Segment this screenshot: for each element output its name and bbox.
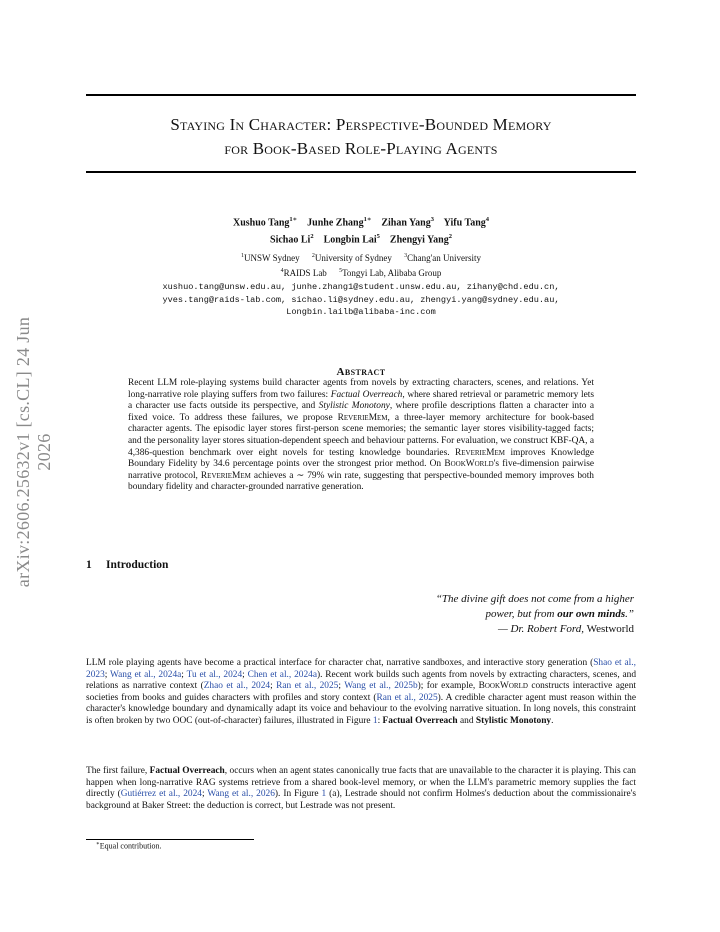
affiliation: Tongyi Lab, Alibaba Group (342, 268, 442, 278)
author-name: Zhengyi Yang (389, 234, 449, 246)
abstract-body: Recent LLM role-playing systems build character agents from novels by extracting characters, scenes, and relations. Yet long-narrative role playing suffers from two failures: Factual Overreach, where shared retrieval or parametric memory lets a character use facts outside its perspective, and Stylistic Monotony, where profile descriptions flatten a character into a fixed voice. To address these failures, we propose ReverieMem, a three-layer memory architecture for book-based character agents. The episodic layer stores first-person scene memories; the semantic layer stores visibility-tagged facts; and the personality layer stores situation-dependent speech and behaviour patterns. For evaluation, we construct KBF-QA, a 4,386-question benchmark over eight novels for testing knowledge boundaries. ReverieMem improves Knowledge Boundary Fidelity by 34.6 percentage points over the strongest prior method. On BookWorld's five-dimension pairwise narrative protocol, ReverieMem achieves a ∼ 79% win rate, suggesting that perspective-bounded memory improves both boundary fidelity and character-grounded narrative generation. (128, 378, 595, 493)
author-name: Sichao Li (270, 234, 311, 246)
footnote: ∗Equal contribution. (96, 841, 162, 851)
protocol-name: BookWorld (444, 459, 494, 470)
email-list (86, 281, 636, 319)
abstract-heading: Abstract (336, 366, 386, 378)
affiliations (86, 250, 636, 280)
system-name: ReverieMem (337, 412, 388, 423)
author-mark: 1∗ (363, 216, 372, 223)
author-mark: 5 (376, 233, 380, 241)
author-name: Longbin Lai (323, 234, 377, 246)
section-title: Introduction (106, 559, 169, 571)
system-name: ReverieMem (200, 470, 251, 481)
citation-link[interactable]: Wang et al., 2026 (207, 789, 275, 800)
arxiv-stamp: arXiv:2606.25632v1 [cs.CL] 24 Jun 2026 (13, 316, 54, 588)
citation-link[interactable]: Chen et al., 2024a (247, 669, 317, 680)
author-list (86, 213, 636, 248)
term-stylistic-monotony: Stylistic Monotony (318, 401, 390, 412)
intro-paragraph-2: The first failure, Factual Overreach, occurs when an agent states canonically true facts that are unavailable to the character it is playing. This can happen when long-narrative RAG systems retrieve from a shared book-level memory, or when the LLM's parametric memory supplies the fact directly (Gutiérrez et al., 2024; Wang et al., 2026). In Figure 1 (a), Lestrade should not confirm Holmes's deduction about the commissionaire's background at Baker Street: the deduction is correct, but Lestrade was not present. (86, 766, 636, 811)
author-name: Yifu Tang (443, 217, 486, 229)
citation-link[interactable]: Shao et al., 2023 (86, 658, 636, 680)
figure-link[interactable]: 1 (321, 789, 327, 800)
citation-link[interactable]: Gutiérrez et al., 2024 (120, 789, 202, 800)
affil-mark: 5 (339, 268, 343, 274)
author-mark: 2 (310, 233, 314, 241)
paper-title (86, 113, 636, 161)
citation-link[interactable]: Tu et al., 2024 (186, 669, 243, 680)
affiliation: RAIDS Lab (283, 268, 327, 278)
citation-link[interactable]: Ran et al., 2025 (276, 681, 339, 692)
author-mark: 3 (430, 216, 434, 223)
author-mark: 2 (448, 233, 452, 241)
author-name: Zihan Yang (381, 217, 431, 229)
affiliation: University of Sydney (314, 253, 392, 263)
title-top-rule (86, 94, 636, 96)
email-line: yves.tang@raids-lab.com, sichao.li@sydney.edu.au, zhengyi.yang@sydney.edu.au, (162, 294, 560, 305)
affil-mark: 2 (311, 253, 315, 259)
author-name: Xushuo Tang (232, 217, 290, 229)
affil-mark: 4 (280, 268, 284, 274)
email-line: Longbin.lailb@alibaba-inc.com (286, 307, 436, 317)
epigraph-attribution: — Dr. Robert Ford, Westworld (497, 623, 634, 635)
intro-paragraph-1: LLM role playing agents have become a practical interface for character chat, narrative sandboxes, and interactive story generation (Shao et al., 2023; Wang et al., 2024a; Tu et al., 2024; Chen et al., 2024a). Recent work builds such agents from novels by extracting characters, scenes, and relations as narrative context (Zhao et al., 2024; Ran et al., 2025; Wang et al., 2025b); for example, BookWorld constructs interactive agent societies from books and guides characters with profiles and story context (Ran et al., 2025). A credible character agent must reason within the character's knowledge boundary and dynamically adapt its voice and behaviour to the evolving narrative situation. In long novels, this constraint is often broken by two OOC (out-of-character) failures, illustrated in Figure 1: Factual Overreach and Stylistic Monotony. (86, 658, 637, 726)
affil-mark: 1 (241, 253, 245, 259)
author-name: Junhe Zhang (307, 217, 364, 229)
epigraph-line: “The divine gift does not come from a higher (435, 593, 634, 605)
affiliation: UNSW Sydney (244, 253, 300, 263)
citation-link[interactable]: Wang et al., 2025b (344, 681, 418, 692)
footnote-rule (86, 839, 254, 840)
epigraph-line: power, but from our own minds.” (485, 608, 634, 620)
title-bottom-rule (86, 171, 636, 173)
section-number: 1 (86, 559, 92, 571)
epigraph (234, 592, 634, 637)
author-mark: 4 (485, 216, 490, 223)
citation-link[interactable]: Ran et al., 2025 (376, 692, 438, 703)
citation-link[interactable]: Zhao et al., 2024 (203, 681, 271, 692)
system-name: BookWorld (478, 681, 528, 692)
affiliation: Chang'an University (407, 253, 481, 263)
email-line: xushuo.tang@unsw.edu.au, junhe.zhang1@student.unsw.edu.au, zihany@chd.edu.cn, (162, 282, 560, 292)
affil-mark: 3 (404, 253, 408, 259)
system-name: ReverieMem (455, 447, 506, 458)
term-factual-overreach: Factual Overreach (330, 389, 403, 400)
author-mark: 1∗ (289, 216, 298, 223)
section-heading (86, 559, 168, 571)
footnote-mark: ∗ (96, 841, 100, 847)
figure-link[interactable]: 1 (372, 715, 378, 726)
citation-link[interactable]: Wang et al., 2024a (110, 669, 182, 680)
title-line-1: Staying In Character: Perspective-Bounded Memory (170, 115, 552, 134)
title-line-2: for Book-Based Role-Playing Agents (224, 139, 498, 158)
